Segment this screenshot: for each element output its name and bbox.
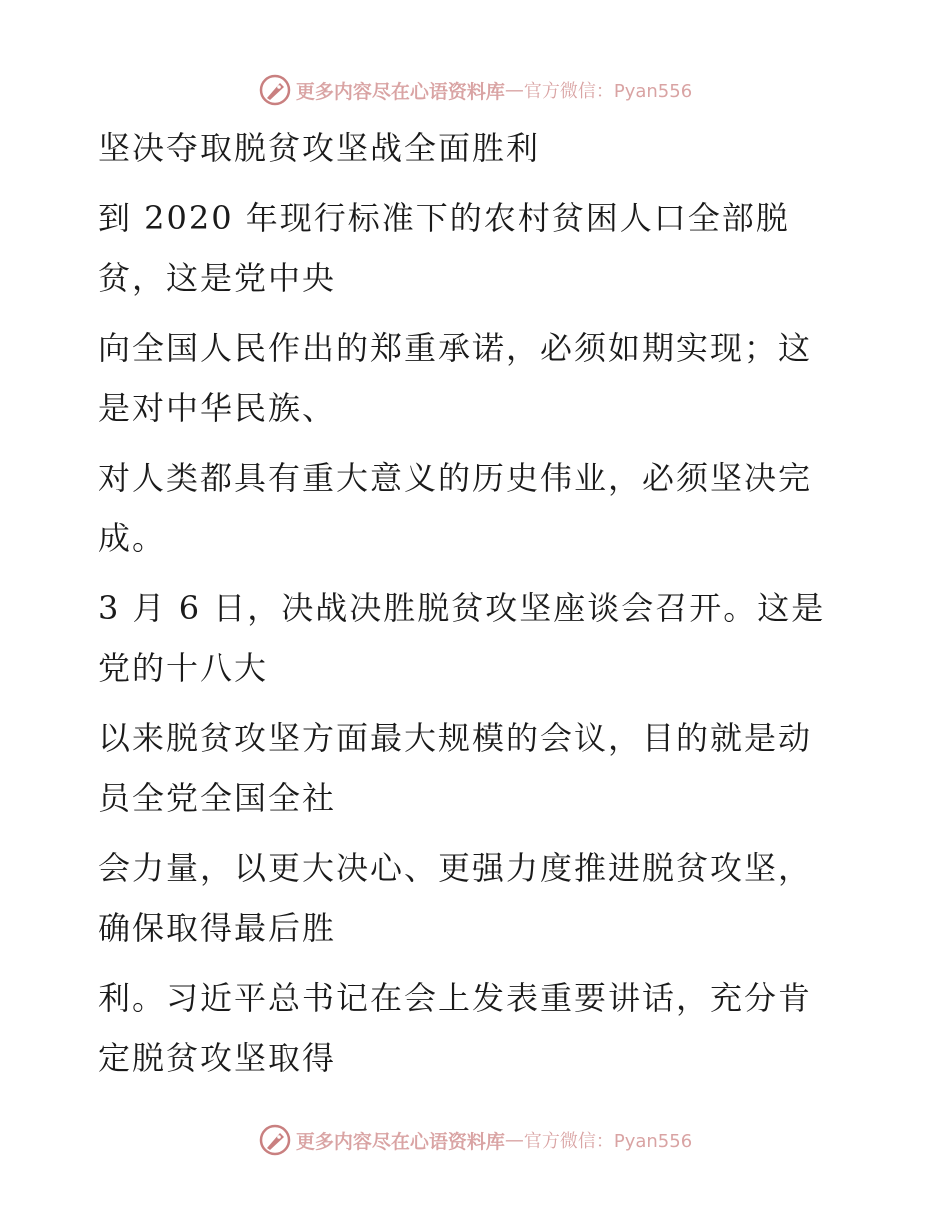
paragraph-line: 确保取得最后胜 (98, 909, 337, 947)
paragraph-line: 贫，这是党中央 (98, 259, 337, 297)
pen-nib-icon (258, 73, 292, 107)
paragraph-line: 坚决夺取脱贫攻坚战全面胜利 (98, 129, 541, 167)
watermark-separator: — (504, 1129, 524, 1151)
paragraph-line: 到 2020 年现行标准下的农村贫困人口全部脱 (98, 199, 790, 237)
pen-nib-icon (258, 1123, 292, 1157)
watermark-banner-bottom (0, 1120, 950, 1160)
watermark-wechat: 官方微信：Pyan556 (523, 81, 693, 102)
paragraph-line: 党的十八大 (98, 649, 269, 687)
watermark-banner-top (0, 70, 950, 110)
paragraph-line: 3 月 6 日，决战决胜脱贫攻坚座谈会召开。这是 (98, 589, 826, 627)
paragraph-line: 会力量，以更大决心、更强力度推进脱贫攻坚， (98, 849, 813, 887)
paragraph-line: 是对中华民族、 (98, 389, 337, 427)
paragraph-line: 成。 (98, 519, 167, 557)
paragraph-line: 定脱贫攻坚取得 (98, 1039, 337, 1077)
watermark-brand: 更多内容尽在心语资料库 (295, 1130, 505, 1153)
watermark-wechat: 官方微信：Pyan556 (523, 1131, 693, 1152)
watermark-separator: — (504, 79, 524, 101)
paragraph-line: 利。习近平总书记在会上发表重要讲话，充分肯 (98, 979, 813, 1017)
paragraph-line: 以来脱贫攻坚方面最大规模的会议，目的就是动 (98, 719, 813, 757)
paragraph-line: 员全党全国全社 (98, 779, 337, 817)
paragraph-line: 向全国人民作出的郑重承诺，必须如期实现；这 (98, 329, 813, 367)
paragraph-line: 对人类都具有重大意义的历史伟业，必须坚决完 (98, 459, 813, 497)
watermark-brand: 更多内容尽在心语资料库 (295, 80, 505, 103)
document-body (98, 118, 858, 1088)
